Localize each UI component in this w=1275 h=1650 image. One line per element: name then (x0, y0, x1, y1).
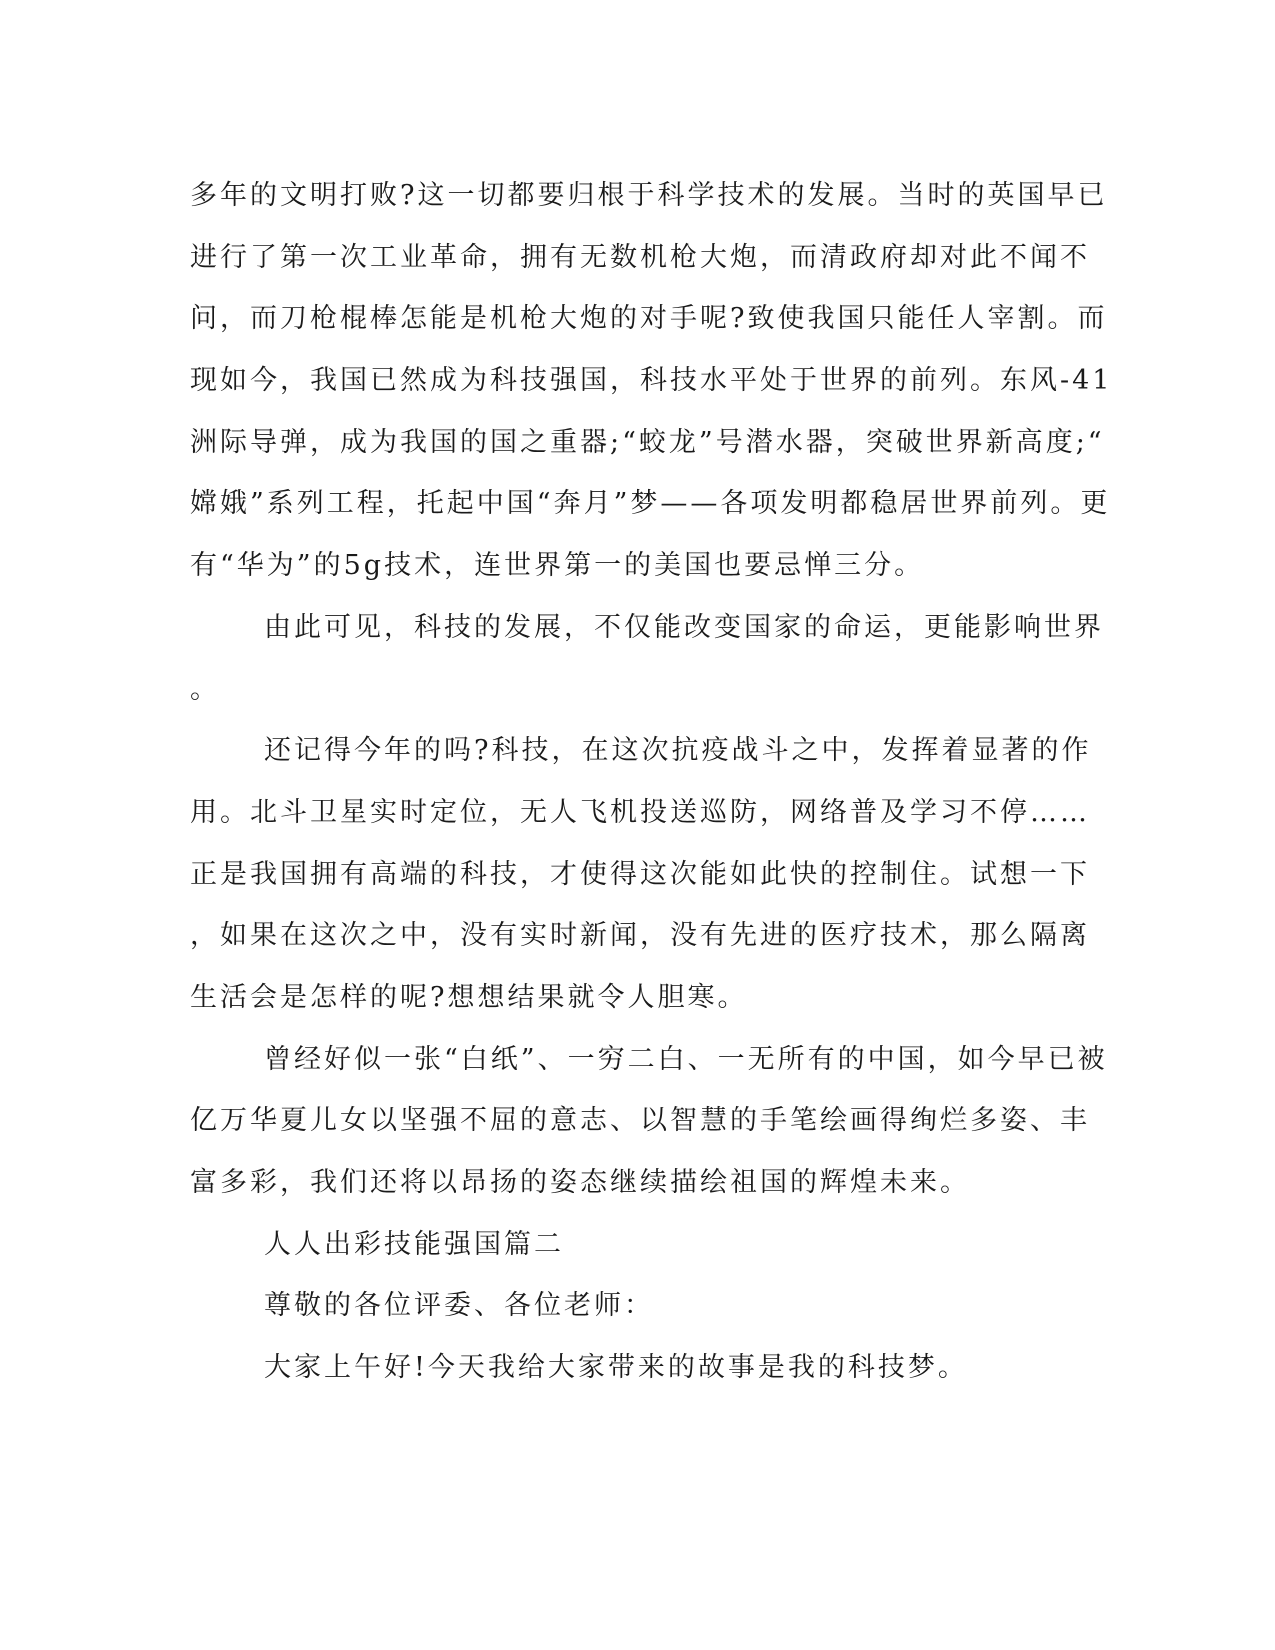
text-line: 现如今，我国已然成为科技强国，科技水平处于世界的前列。东风-41 (190, 365, 1113, 397)
text-line: 还记得今年的吗?科技，在这次抗疫战斗之中，发挥着显著的作 (264, 735, 1092, 767)
text-line: 。 (190, 673, 220, 705)
text-line: 由此可见，科技的发展，不仅能改变国家的命运，更能影响世界 (264, 611, 1104, 643)
salutation: 尊敬的各位评委、各位老师： (264, 1290, 654, 1322)
text-line: 问，而刀枪棍棒怎能是机枪大炮的对手呢?致使我国只能任人宰割。而 (190, 303, 1108, 335)
text-line: 进行了第一次工业革命，拥有无数机枪大炮，而清政府却对此不闻不 (190, 241, 1090, 273)
text-line: 生活会是怎样的呢?想想结果就令人胆寒。 (190, 981, 748, 1013)
text-line: ，如果在这次之中，没有实时新闻，没有先进的医疗技术，那么隔离 (190, 920, 1090, 952)
text-line: 有“华为”的5g技术，连世界第一的美国也要忌惮三分。 (190, 550, 925, 582)
text-line: 富多彩，我们还将以昂扬的姿态继续描绘祖国的辉煌未来。 (190, 1167, 970, 1198)
text-line: 大家上午好!今天我给大家带来的故事是我的科技梦。 (264, 1352, 968, 1384)
text-line: 正是我国拥有高端的科技，才使得这次能如此快的控制住。试想一下 (190, 858, 1090, 890)
section-heading: 人人出彩技能强国篇二 (264, 1228, 564, 1260)
text-line: 亿万华夏儿女以坚强不屈的意志、以智慧的手笔绘画得绚烂多姿、丰 (190, 1105, 1090, 1137)
document-body (190, 165, 1113, 1399)
text-line: 曾经好似一张“白纸”、一穷二白、一无所有的中国，如今早已被 (264, 1043, 1108, 1075)
text-line: 用。北斗卫星实时定位，无人飞机投送巡防，网络普及学习不停…… (190, 796, 1090, 828)
text-line: 嫦娥”系列工程，托起中国“奔月”梦——各项发明都稳居世界前列。更 (190, 488, 1111, 520)
text-line: 洲际导弹，成为我国的国之重器;“蛟龙”号潜水器，突破世界新高度;“ (190, 426, 1105, 458)
text-line: 多年的文明打败?这一切都要归根于科学技术的发展。当时的英国早已 (190, 180, 1108, 211)
